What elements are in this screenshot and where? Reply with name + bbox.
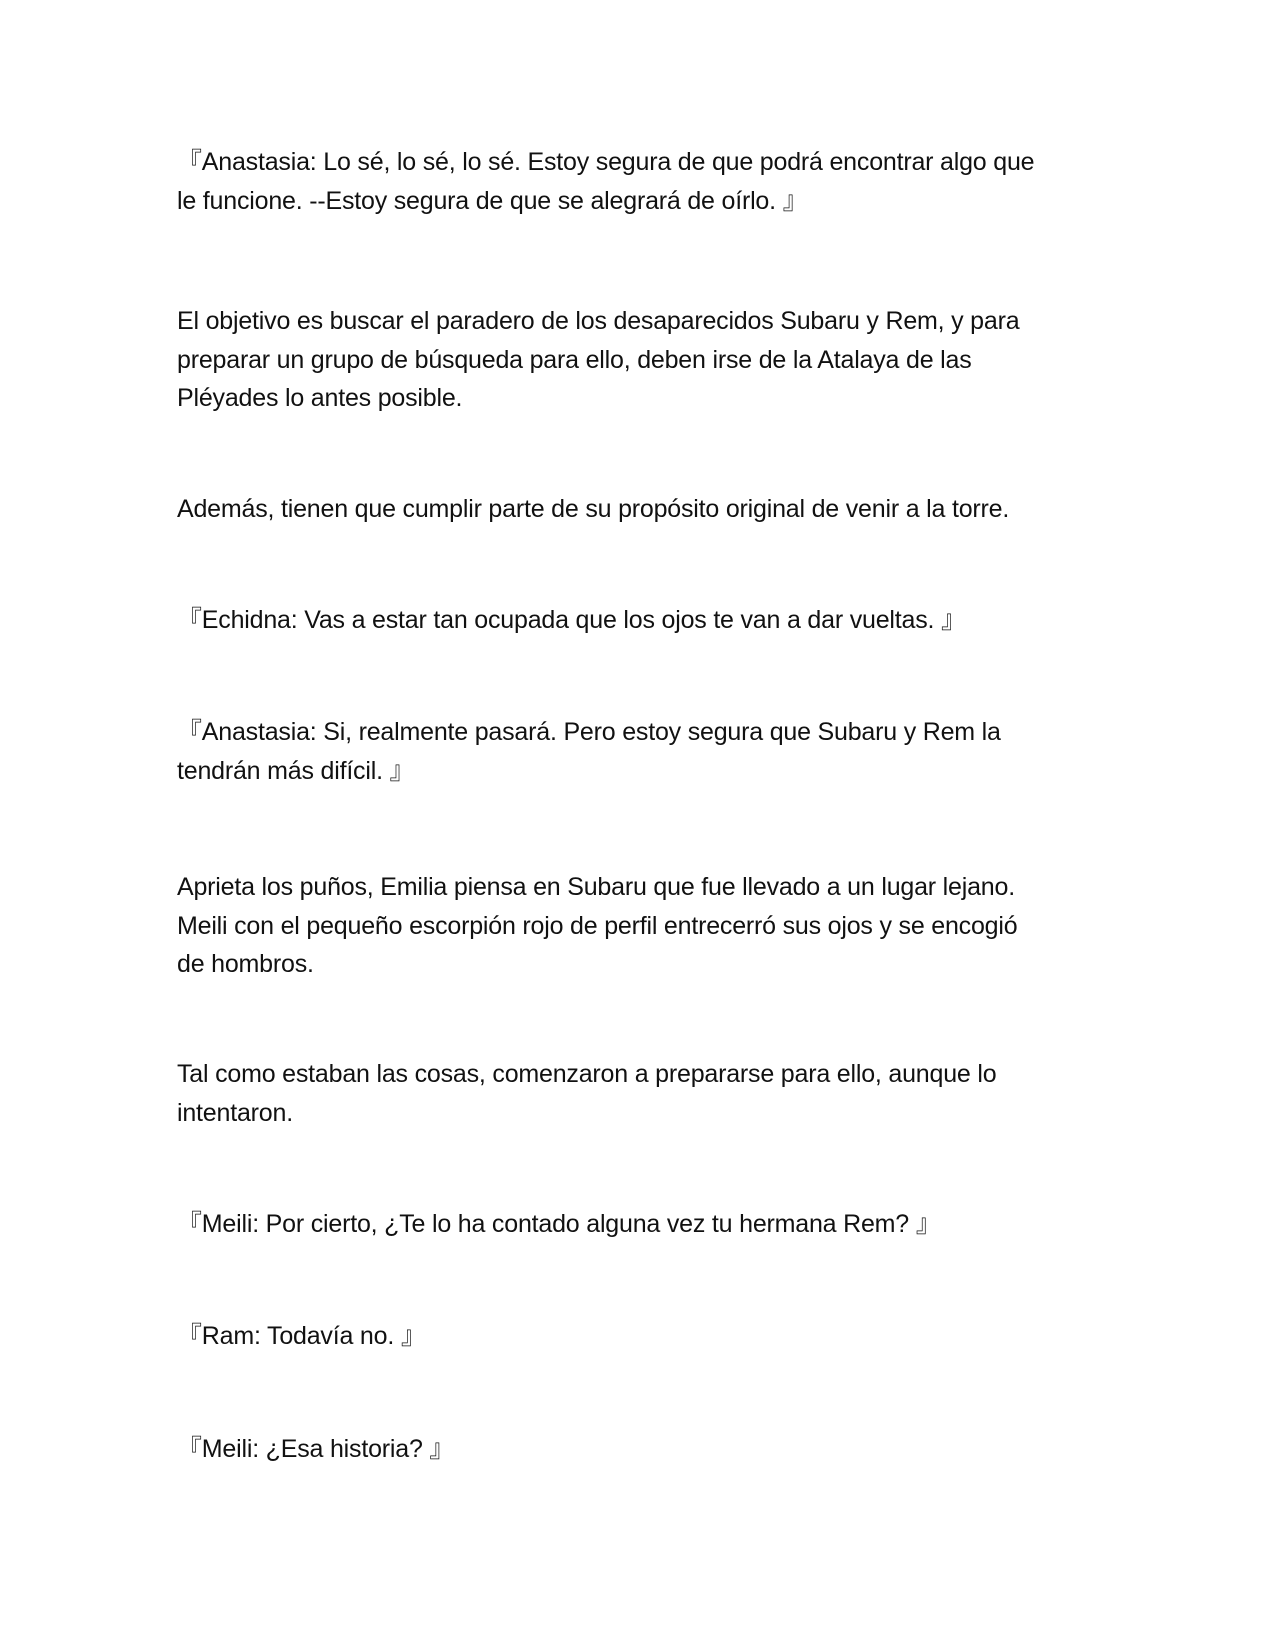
text-line: 『Meili: ¿Esa historia? 』	[177, 1435, 455, 1463]
text-line: preparar un grupo de búsqueda para ello, deben irse de la Atalaya de las	[177, 345, 972, 374]
paragraph-echidna-dialogue	[177, 601, 1107, 640]
text-line: Además, tienen que cumplir parte de su propósito original de venir a la torre.	[177, 495, 1010, 523]
text-line: 『Meili: Por cierto, ¿Te lo ha contado alguna vez tu hermana Rem? 』	[177, 1210, 941, 1238]
text-line: Aprieta los puños, Emilia piensa en Subaru que fue llevado a un lugar lejano.	[177, 873, 1015, 901]
text-line: de hombros.	[177, 950, 314, 978]
text-line: El objetivo es buscar el paradero de los desaparecidos Subaru y Rem, y para	[177, 307, 1020, 335]
text-line: Meili con el pequeño escorpión rojo de perfil entrecerró sus ojos y se encogió	[177, 911, 1018, 940]
paragraph-search-objective	[177, 302, 1107, 418]
text-line: intentaron.	[177, 1098, 293, 1127]
text-line: 『Echidna: Vas a estar tan ocupada que los ojos te van a dar vueltas. 』	[177, 606, 966, 634]
text-line: Tal como estaban las cosas, comenzaron a prepararse para ello, aunque lo	[177, 1060, 997, 1088]
paragraph-preparations	[177, 1055, 1107, 1132]
paragraph-ram-dialogue	[177, 1317, 1107, 1356]
text-line: Pléyades lo antes posible.	[177, 384, 463, 412]
paragraph-meili-dialogue-2	[177, 1430, 1107, 1469]
paragraph-meili-dialogue-1	[177, 1205, 1107, 1244]
paragraph-anastasia-dialogue-1	[177, 143, 1107, 220]
text-line: 『Anastasia: Si, realmente pasará. Pero estoy segura que Subaru y Rem la	[177, 718, 1001, 746]
text-line: 『Ram: Todavía no. 』	[177, 1322, 426, 1350]
text-line: tendrán más difícil. 』	[177, 756, 415, 785]
text-line: le funcione. --Estoy segura de que se alegrará de oírlo. 』	[177, 186, 808, 215]
paragraph-emilia-meili	[177, 868, 1107, 984]
paragraph-anastasia-dialogue-2	[177, 713, 1107, 790]
text-line: 『Anastasia: Lo sé, lo sé, lo sé. Estoy segura de que podrá encontrar algo que	[177, 148, 1035, 176]
paragraph-tower-purpose	[177, 490, 1107, 529]
